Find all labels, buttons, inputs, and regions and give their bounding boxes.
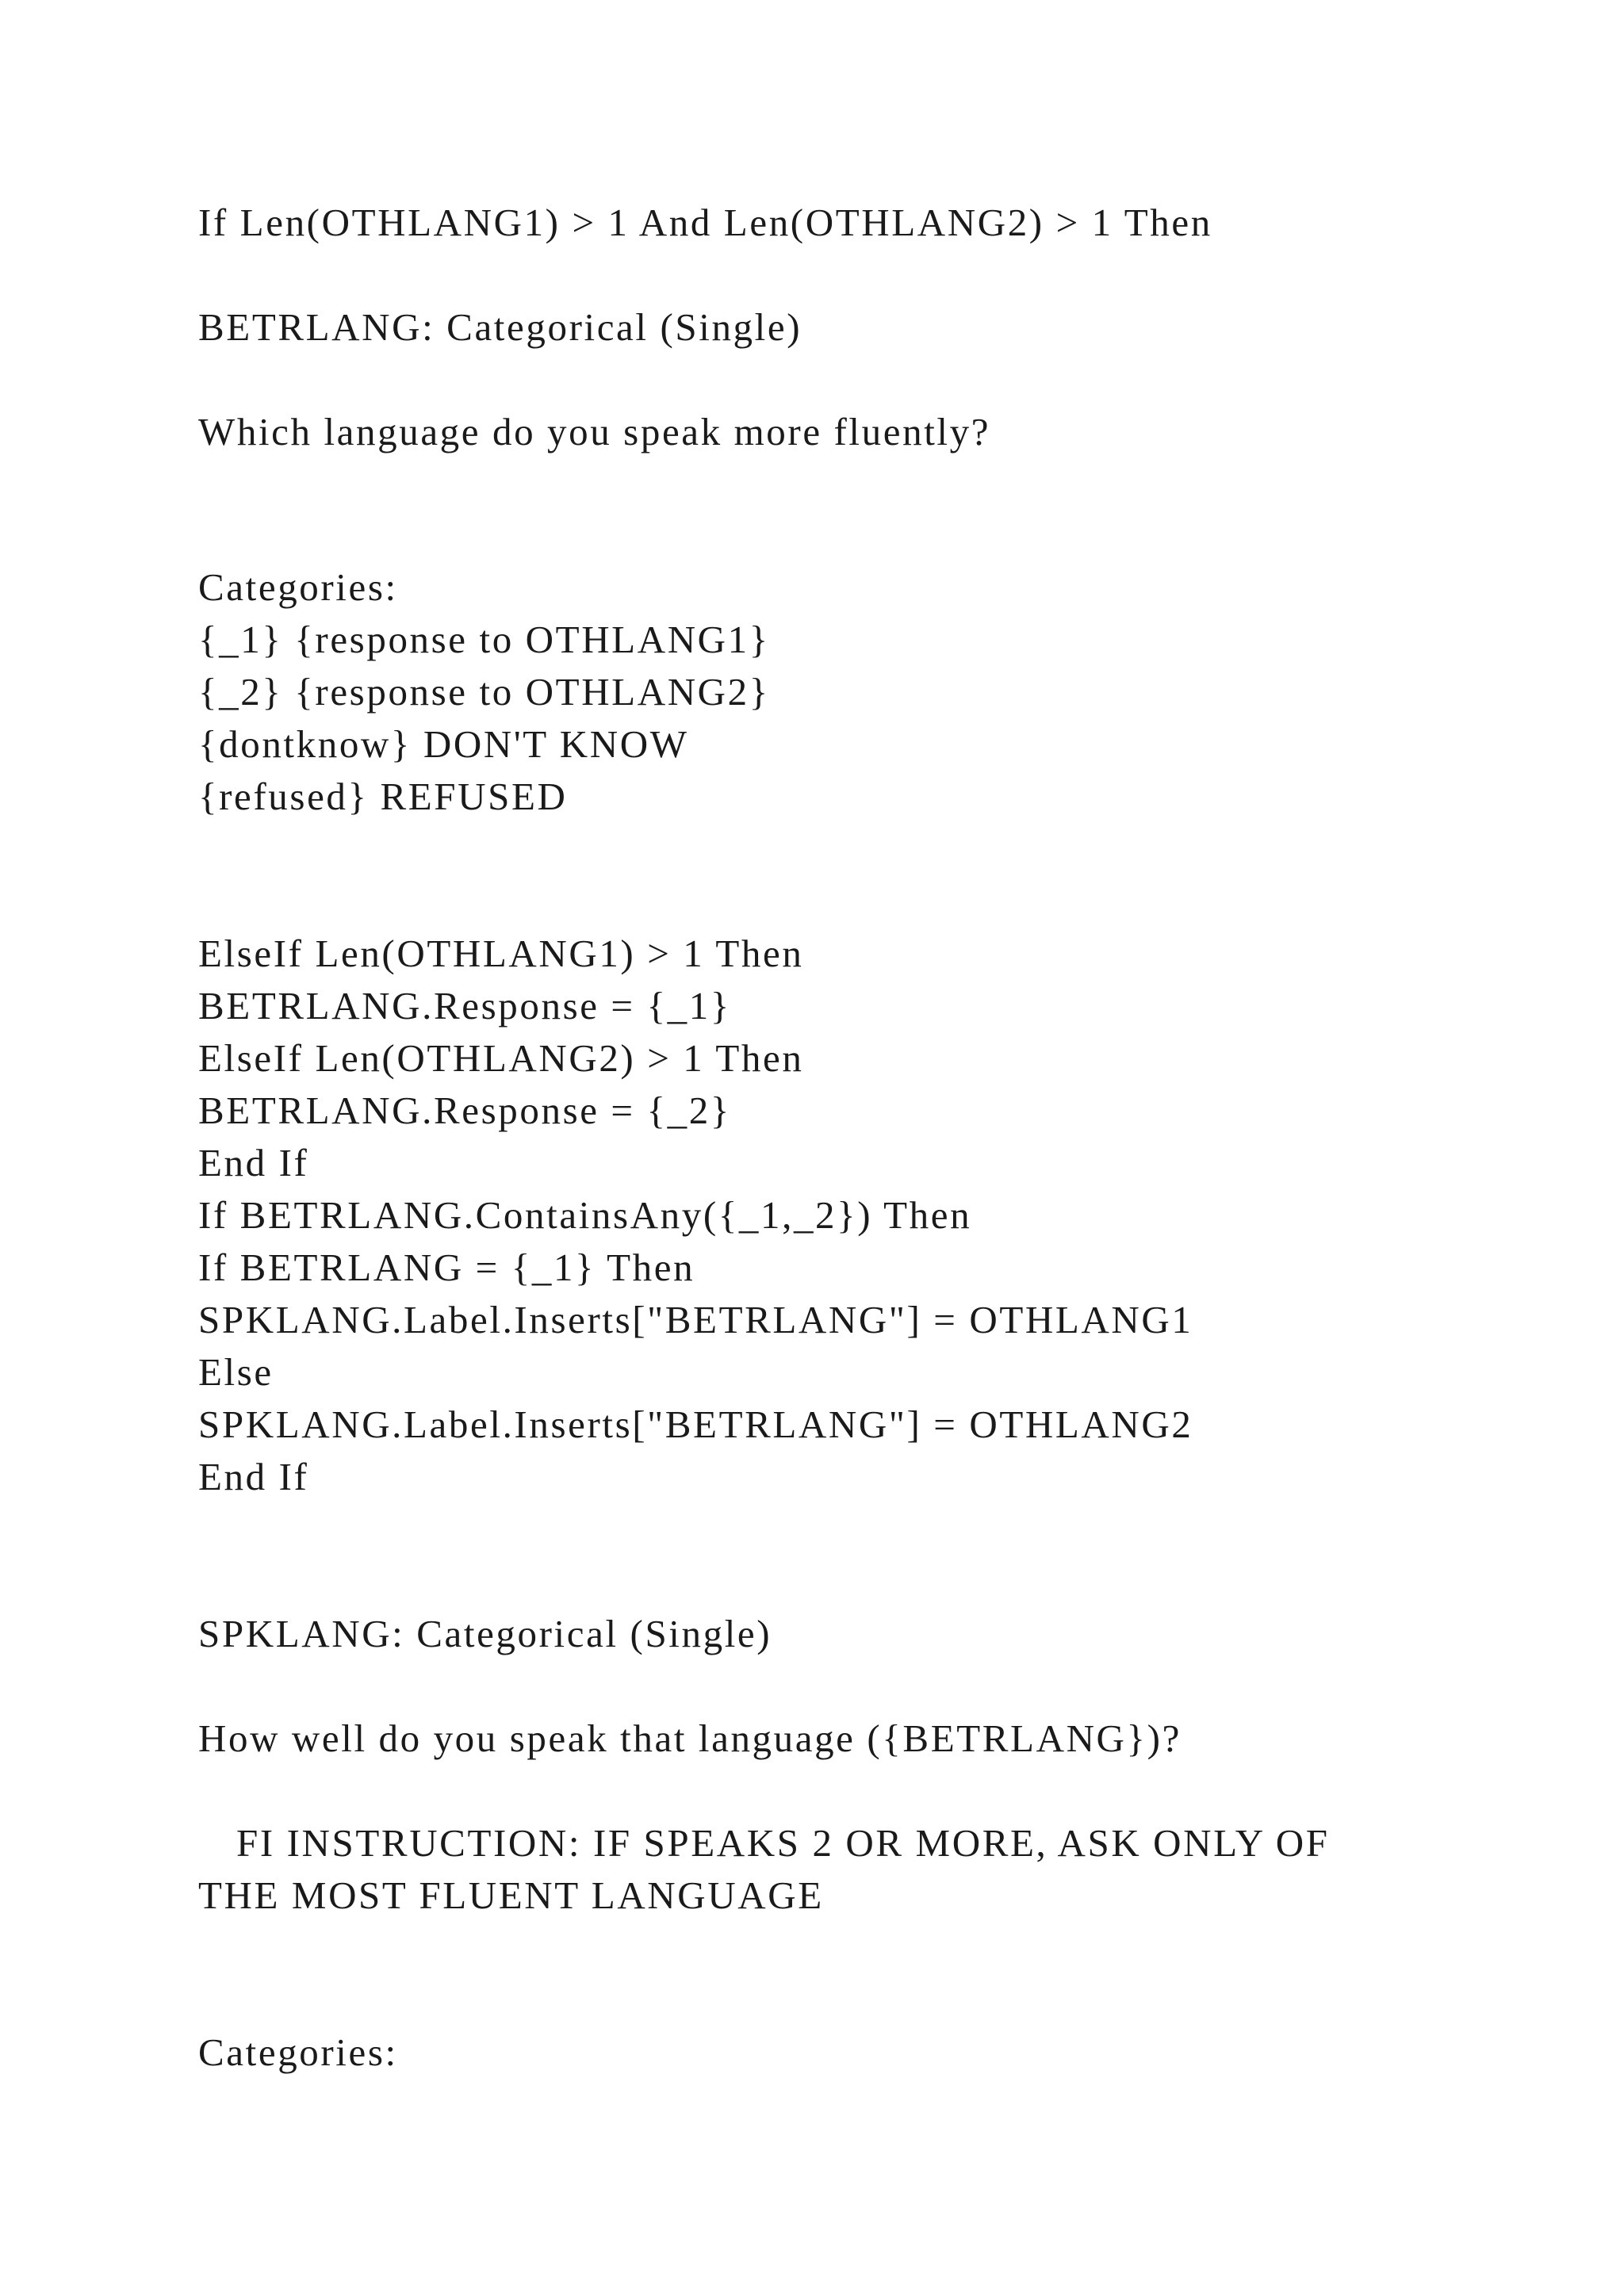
category-item: {dontknow} DON'T KNOW: [198, 722, 689, 766]
code-line: SPKLANG.Label.Inserts["BETRLANG"] = OTHLANG2: [198, 1402, 1193, 1446]
code-line: Else: [198, 1350, 274, 1394]
code-line: SPKLANG.Label.Inserts["BETRLANG"] = OTHLANG1: [198, 1298, 1193, 1341]
document-page: [198, 197, 1507, 2079]
code-line: If BETRLANG.ContainsAny({_1,_2}) Then: [198, 1193, 972, 1237]
categories-label-spklang: Categories:: [198, 2030, 398, 2074]
question-header-spklang: SPKLANG: Categorical (Single): [198, 1612, 772, 1655]
code-line: BETRLANG.Response = {_1}: [198, 984, 731, 1027]
fi-instruction-line1: FI INSTRUCTION: IF SPEAKS 2 OR MORE, ASK ONLY OF: [236, 1821, 1330, 1865]
code-line: ElseIf Len(OTHLANG1) > 1 Then: [198, 932, 804, 975]
question-text-betrlang: Which language do you speak more fluently?: [198, 410, 991, 453]
condition-line: If Len(OTHLANG1) > 1 And Len(OTHLANG2) > 1 Then: [198, 201, 1212, 244]
category-item: {refused} REFUSED: [198, 775, 568, 818]
code-line: BETRLANG.Response = {_2}: [198, 1089, 731, 1132]
code-line: If BETRLANG = {_1} Then: [198, 1246, 695, 1289]
code-line: End If: [198, 1455, 309, 1498]
category-item: {_2} {response to OTHLANG2}: [198, 670, 770, 714]
question-text-spklang: How well do you speak that language ({BETRLANG})?: [198, 1716, 1182, 1760]
code-line: End If: [198, 1141, 309, 1184]
category-item: {_1} {response to OTHLANG1}: [198, 618, 770, 661]
categories-label: Categories:: [198, 565, 398, 609]
code-line: ElseIf Len(OTHLANG2) > 1 Then: [198, 1036, 804, 1080]
fi-instruction-line2: THE MOST FLUENT LANGUAGE: [198, 1873, 824, 1917]
question-header-betrlang: BETRLANG: Categorical (Single): [198, 305, 802, 349]
